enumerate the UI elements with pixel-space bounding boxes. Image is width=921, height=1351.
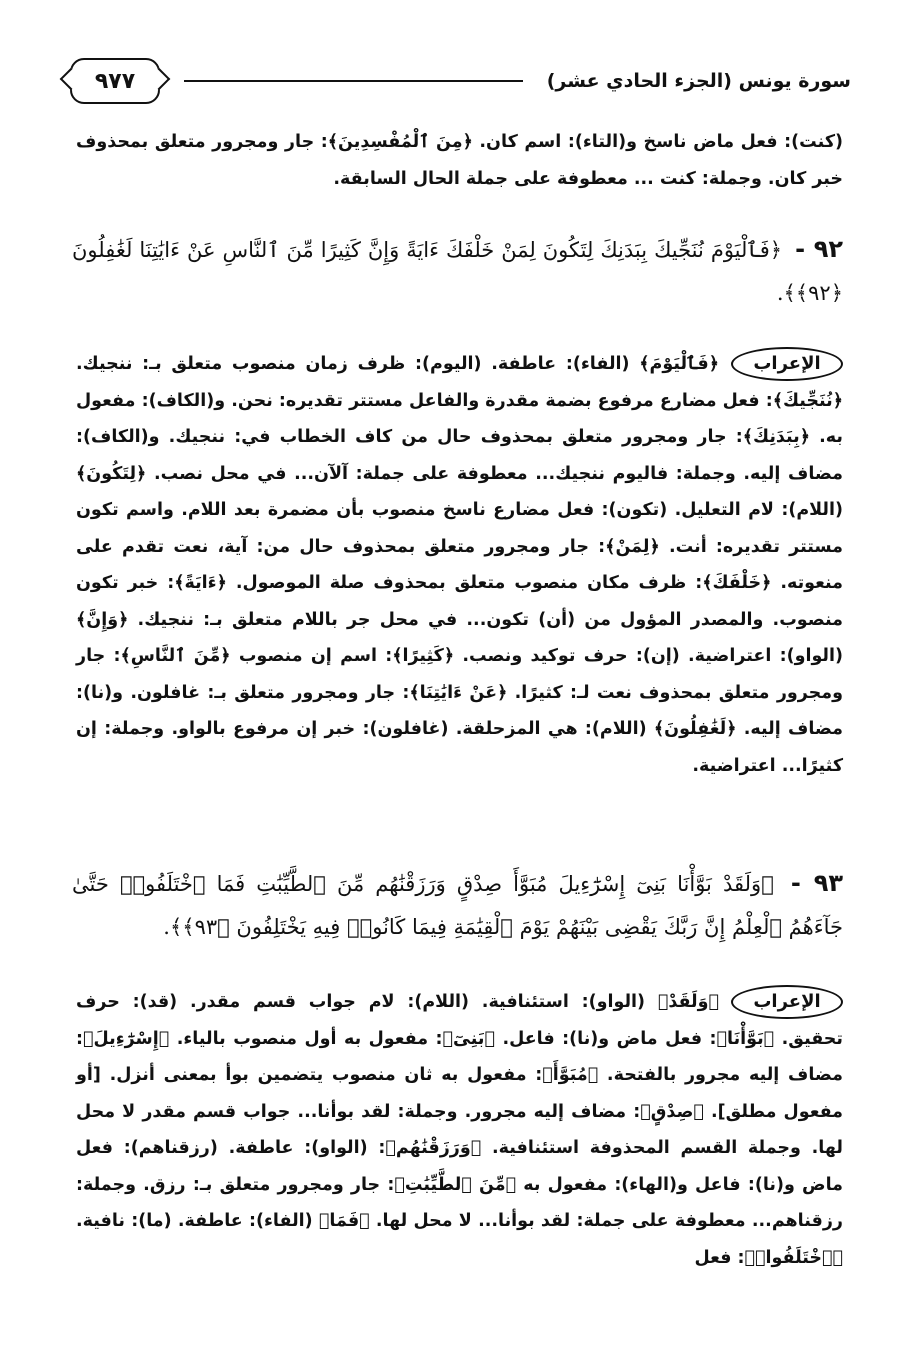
irab-label-badge: الإعراب: [731, 985, 843, 1019]
intro-paragraph: (كنت): فعل ماض ناسخ و(التاء): اسم كان. ﴿مِنَ ٱلْمُفْسِدِينَ﴾: جار ومجرور متعلق بمحذوف خبر كان. وجملة: كنت ... معطوفة على جملة الحال السابقة.: [76, 132, 843, 189]
verse-number: ٩٣ -: [790, 869, 843, 897]
running-head-title: سورة يونس (الجزء الحادي عشر): [546, 70, 851, 92]
header-rule: [184, 80, 523, 82]
verse-text: ﴿فَٱلْيَوْمَ نُنَجِّيكَ بِبَدَنِكَ لِتَكُونَ لِمَنْ خَلْفَكَ ءَايَةً وَإِنَّ كَثِيرًا مِّنَ ٱلنَّاسِ عَنْ ءَايَٰتِنَا لَغَٰفِلُونَ ﴿٩٢﴾﴾.: [72, 238, 843, 305]
irab-text: ﴿فَٱلْيَوْمَ﴾ (الفاء): عاطفة. (اليوم): ظرف زمان منصوب متعلق بـ: ننجيك. ﴿نُنَجِّيكَ﴾: فعل مضارع مرفوع بضمة مقدرة والفاعل مستتر تقديره: نحن. و(الكاف): مفعول به. ﴿بِبَدَنِكَ﴾: جار ومجرور متعلق بمحذوف حال من كاف الخطاب في: ننجيك. و(الكاف): مضاف إليه. وجملة: فاليوم ننجيك... معطوفة على جملة: آلآن... في محل نصب. ﴿لِتَكُونَ﴾ (اللام): لام التعليل. (تكون): فعل مضارع ناسخ منصوب بأن مضمرة بعد اللام. واسم تكون مستتر تقديره: أنت. ﴿لِمَنْ﴾: جار ومجرور متعلق بمحذوف حال من: آية، نعت تقدم على منعوته. ﴿خَلْفَكَ﴾: ظرف مكان منصوب متعلق بمحذوف صلة الموصول. ﴿ءَايَةً﴾: خبر تكون منصوب. والمصدر المؤول من (أن) تكون... في محل جر باللام متعلق بـ: ننجيك. ﴿وَإِنَّ﴾ (الواو): اعتراضية. (إن): حرف توكيد ونصب. ﴿كَثِيرًا﴾: اسم إن منصوب ﴿مِّنَ ٱلنَّاسِ﴾: جار ومجرور متعلق بمحذوف نعت لـ: كثيرًا. ﴿عَنْ ءَايَٰتِنَا﴾: جار ومجرور متعلق بـ: غافلون. و(نا): مضاف إليه. ﴿لَغَٰفِلُونَ﴾ (اللام): هي المزحلقة. (غافلون): خبر إن مرفوع بالواو. وجملة: إن كثيرًا... اعتراضية.: [76, 354, 843, 776]
irab-text: ﴿وَلَقَدْ﴾ (الواو): استئنافية. (اللام): لام جواب قسم مقدر. (قد): حرف تحقيق. ﴿بَوَّأْنَا﴾: فعل ماض و(نا): فاعل. ﴿بَنِىٓ﴾: مفعول به أول منصوب بالياء. ﴿إِسْرَٰٓءِيلَ﴾: مضاف إليه مجرور بالفتحة. ﴿مُبَوَّأَ﴾: مفعول به ثان منصوب يتضمين بوأ بمعنى أنزل. [أو مفعول مطلق]. ﴿صِدْقٍ﴾: مضاف إليه مجرور. وجملة: لقد بوأنا... جواب قسم مقدر لا محل لها. وجملة القسم المحذوفة استئنافية. ﴿وَرَزَقْنَٰهُم﴾: (الواو): عاطفة. (رزقناهم): فعل ماض و(نا): فاعل و(الهاء): مفعول به ﴿مِّنَ ٱلطَّيِّبَٰتِ﴾: جار ومجرور متعلق بـ: رزق. وجملة: رزقناهم... معطوفة على جملة: لقد بوأنا... لا محل لها. ﴿فَمَا﴾ (الفاء): عاطفة. (ما): نافية. ﴿ٱخْتَلَفُوا۟﴾: فعل: [76, 992, 843, 1268]
page-header: [70, 56, 851, 106]
irab-section-92: [76, 346, 843, 784]
verse-number: ٩٢ -: [795, 235, 844, 263]
verse-93: [72, 862, 843, 949]
irab-section-93: [76, 984, 843, 1276]
page-number-badge: ٩٧٧: [70, 58, 160, 104]
irab-label-badge: الإعراب: [731, 347, 843, 381]
verse-92: [72, 228, 843, 315]
verse-text: ﴿وَلَقَدْ بَوَّأْنَا بَنِىٓ إِسْرَٰٓءِيلَ مُبَوَّأَ صِدْقٍ وَرَزَقْنَٰهُم مِّنَ ٱلطَّيِّبَٰتِ فَمَا ٱخْتَلَفُوا۟ حَتَّىٰ جَآءَهُمُ ٱلْعِلْمُ إِنَّ رَبَّكَ يَقْضِى بَيْنَهُمْ يَوْمَ ٱلْقِيَٰمَةِ فِيمَا كَانُوا۟ فِيهِ يَخْتَلِفُونَ ﴿٩٣﴾﴾.: [72, 872, 843, 939]
